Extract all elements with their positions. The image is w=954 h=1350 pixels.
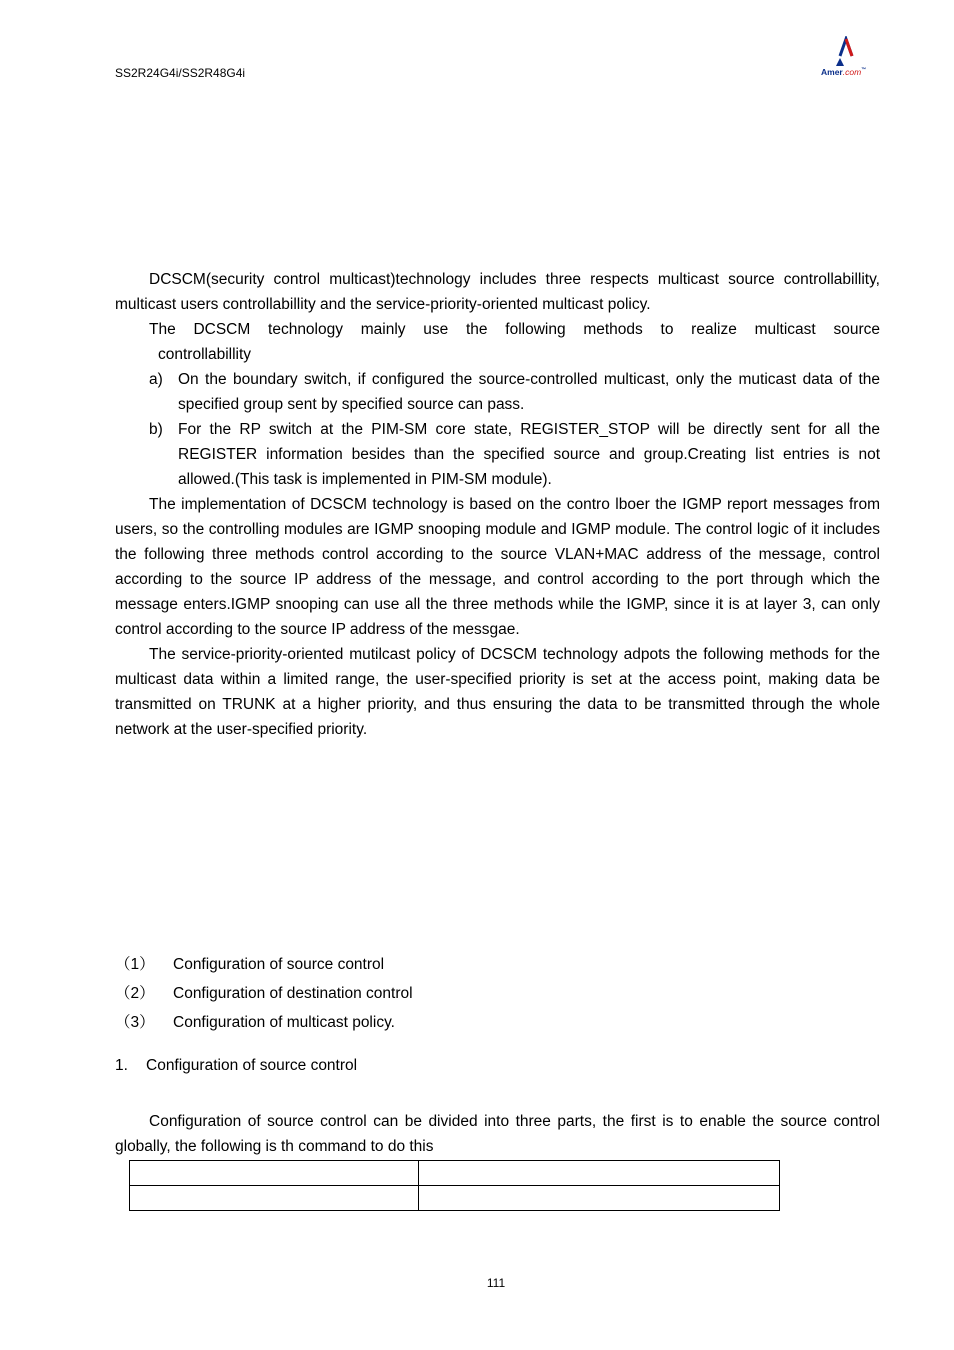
list-marker: b) bbox=[149, 421, 163, 438]
list-item-a bbox=[115, 367, 880, 417]
intro-paragraph-1: DCSCM(security control multicast)technology includes three respects multicast source controllabillity, multicast users controllabillity and the service-priority-oriented multicast policy. bbox=[115, 271, 880, 313]
source-control-section bbox=[115, 1109, 880, 1159]
list-item-text: Configuration of multicast policy. bbox=[173, 1014, 395, 1031]
list-item bbox=[115, 1008, 413, 1037]
configuration-list bbox=[115, 950, 413, 1037]
table-row bbox=[130, 1161, 780, 1186]
intro-paragraph-2-line-2: controllabillity bbox=[158, 346, 252, 363]
command-table bbox=[129, 1160, 780, 1211]
table-cell bbox=[419, 1186, 780, 1211]
list-marker: a) bbox=[149, 371, 163, 388]
list-item-text: On the boundary switch, if configured the source-controlled multicast, only the muticast data of the specified group sent by specified source can pass. bbox=[178, 371, 880, 413]
section-number: 1. bbox=[115, 1057, 128, 1074]
page-number: 111 bbox=[486, 1276, 506, 1290]
table-cell bbox=[130, 1161, 419, 1186]
intro-section bbox=[115, 267, 880, 742]
list-number: （3） bbox=[115, 1014, 155, 1031]
section-title: Configuration of source control bbox=[146, 1057, 358, 1074]
source-control-paragraph: Configuration of source control can be divided into three parts, the first is to enable the source control globally, the following is th command to do this bbox=[115, 1113, 880, 1155]
intro-paragraph-3: The implementation of DCSCM technology is based on the contro lboer the IGMP report messages from users, so the controlling modules are IGMP snooping module and IGMP module. The control logic of it includes the following three methods control according to the source VLAN+MAC address of the message, control according to the source IP address of the message, and control according to the port through which the message enters.IGMP snooping can use all the three methods while the IGMP, since it is at layer 3, can only control according to the source IP address of the messgae. bbox=[115, 496, 880, 638]
logo-wordmark: Amer.com™ bbox=[821, 67, 867, 77]
list-item-text: Configuration of destination control bbox=[173, 985, 413, 1002]
document-header-model: SS2R24G4i/SS2R48G4i bbox=[115, 66, 246, 80]
list-item bbox=[115, 950, 413, 979]
list-item-text: For the RP switch at the PIM-SM core state, REGISTER_STOP will be directly sent for all the REGISTER information besides than the specified source and group.Creating list entries is not allowed.(This task is implemented in PIM-SM module). bbox=[178, 421, 880, 488]
table-cell bbox=[419, 1161, 780, 1186]
list-item bbox=[115, 979, 413, 1008]
table-row bbox=[130, 1186, 780, 1211]
list-item-b bbox=[115, 417, 880, 492]
list-item-text: Configuration of source control bbox=[173, 956, 385, 973]
amer-logo bbox=[818, 36, 878, 82]
list-number: （2） bbox=[115, 985, 155, 1002]
intro-paragraph-4: The service-priority-oriented mutilcast policy of DCSCM technology adpots the following methods for the multicast data within a limited range, the user-specified priority is set at the access point, making data be transmitted on TRUNK at a higher priority, and thus ensuring the data to be transmitted through the whole network at the user-specified priority. bbox=[115, 646, 880, 738]
table-cell bbox=[130, 1186, 419, 1211]
list-number: （1） bbox=[115, 956, 155, 973]
intro-paragraph-2-line-1: The DCSCM technology mainly use the following methods to realize multicast source bbox=[149, 321, 880, 338]
section-heading bbox=[115, 1057, 357, 1075]
